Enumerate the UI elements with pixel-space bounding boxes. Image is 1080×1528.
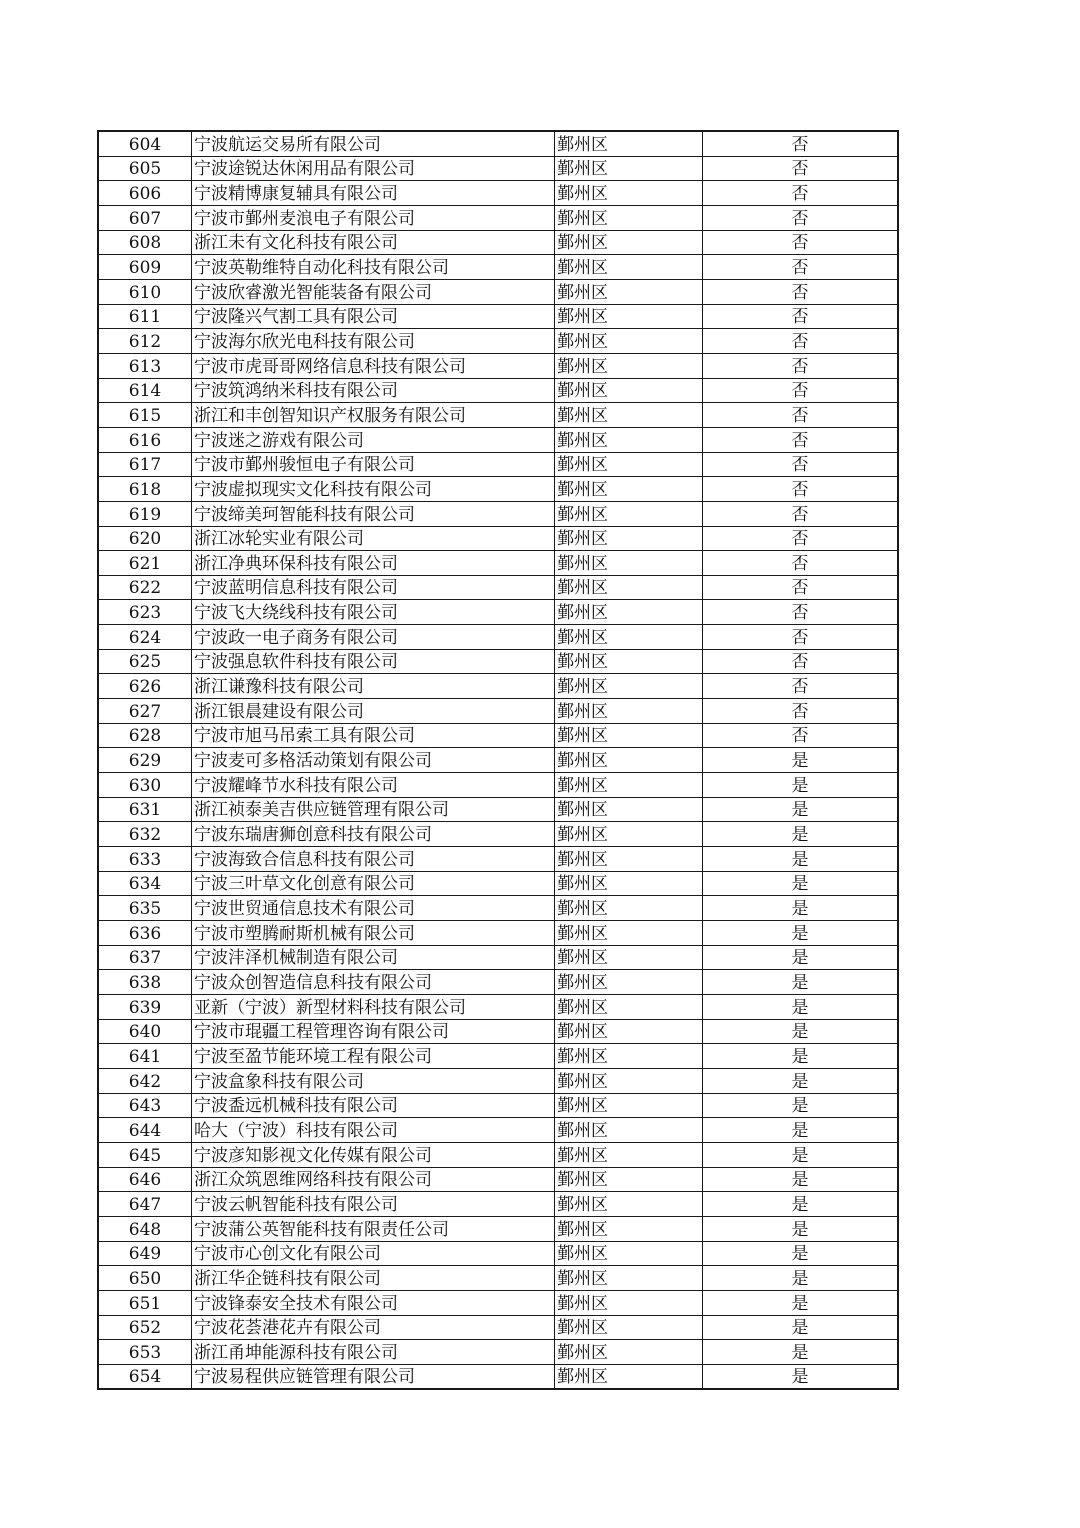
company-name-cell: 宁波迷之游戏有限公司 <box>192 427 555 452</box>
flag-cell: 是 <box>703 1290 899 1315</box>
row-number-cell: 641 <box>98 1044 192 1069</box>
flag-cell: 是 <box>703 970 899 995</box>
flag-cell: 否 <box>703 156 899 181</box>
company-name-cell: 宁波盉远机械科技有限公司 <box>192 1093 555 1118</box>
table-row <box>98 773 898 798</box>
row-number-cell: 608 <box>98 230 192 255</box>
table-row <box>98 131 898 156</box>
row-number-cell: 633 <box>98 847 192 872</box>
flag-cell: 否 <box>703 329 899 354</box>
flag-cell: 否 <box>703 403 899 428</box>
table-row <box>98 649 898 674</box>
table-row <box>98 378 898 403</box>
flag-cell: 否 <box>703 649 899 674</box>
flag-cell: 否 <box>703 353 899 378</box>
flag-cell: 是 <box>703 1068 899 1093</box>
company-name-cell: 宁波彦知影视文化传媒有限公司 <box>192 1142 555 1167</box>
district-cell: 鄞州区 <box>555 526 703 551</box>
district-cell: 鄞州区 <box>555 304 703 329</box>
district-cell: 鄞州区 <box>555 674 703 699</box>
company-name-cell: 宁波市琨疆工程管理咨询有限公司 <box>192 1019 555 1044</box>
table-row <box>98 452 898 477</box>
district-cell: 鄞州区 <box>555 1019 703 1044</box>
flag-cell: 是 <box>703 921 899 946</box>
company-name-cell: 宁波市塑腾耐斯机械有限公司 <box>192 921 555 946</box>
flag-cell: 是 <box>703 1340 899 1365</box>
company-name-cell: 宁波蓝明信息科技有限公司 <box>192 575 555 600</box>
flag-cell: 是 <box>703 871 899 896</box>
row-number-cell: 614 <box>98 378 192 403</box>
district-cell: 鄞州区 <box>555 1142 703 1167</box>
row-number-cell: 618 <box>98 477 192 502</box>
company-name-cell: 宁波云帆智能科技有限公司 <box>192 1192 555 1217</box>
row-number-cell: 648 <box>98 1216 192 1241</box>
table-row <box>98 1266 898 1291</box>
flag-cell: 是 <box>703 1266 899 1291</box>
row-number-cell: 606 <box>98 181 192 206</box>
row-number-cell: 640 <box>98 1019 192 1044</box>
district-cell: 鄞州区 <box>555 205 703 230</box>
flag-cell: 否 <box>703 452 899 477</box>
company-name-cell: 宁波三叶草文化创意有限公司 <box>192 871 555 896</box>
district-cell: 鄞州区 <box>555 181 703 206</box>
row-number-cell: 652 <box>98 1315 192 1340</box>
row-number-cell: 607 <box>98 205 192 230</box>
table-row <box>98 255 898 280</box>
row-number-cell: 619 <box>98 501 192 526</box>
row-number-cell: 604 <box>98 131 192 156</box>
company-name-cell: 宁波市心创文化有限公司 <box>192 1241 555 1266</box>
company-name-cell: 宁波欣睿激光智能装备有限公司 <box>192 279 555 304</box>
flag-cell: 是 <box>703 1315 899 1340</box>
flag-cell: 是 <box>703 1044 899 1069</box>
flag-cell: 是 <box>703 1216 899 1241</box>
company-name-cell: 浙江甬坤能源科技有限公司 <box>192 1340 555 1365</box>
table-row <box>98 1192 898 1217</box>
district-cell: 鄞州区 <box>555 1093 703 1118</box>
table-row <box>98 847 898 872</box>
flag-cell: 是 <box>703 1364 899 1389</box>
company-name-cell: 宁波锋泰安全技术有限公司 <box>192 1290 555 1315</box>
company-name-cell: 宁波耀峰节水科技有限公司 <box>192 773 555 798</box>
flag-cell: 否 <box>703 477 899 502</box>
flag-cell: 否 <box>703 699 899 724</box>
table-row <box>98 945 898 970</box>
company-name-cell: 宁波强息软件科技有限公司 <box>192 649 555 674</box>
company-name-cell: 浙江谦豫科技有限公司 <box>192 674 555 699</box>
row-number-cell: 613 <box>98 353 192 378</box>
flag-cell: 否 <box>703 600 899 625</box>
flag-cell: 否 <box>703 625 899 650</box>
district-cell: 鄞州区 <box>555 1364 703 1389</box>
flag-cell: 是 <box>703 847 899 872</box>
table-row <box>98 797 898 822</box>
flag-cell: 否 <box>703 255 899 280</box>
flag-cell: 是 <box>703 994 899 1019</box>
row-number-cell: 637 <box>98 945 192 970</box>
flag-cell: 是 <box>703 748 899 773</box>
district-cell: 鄞州区 <box>555 230 703 255</box>
flag-cell: 否 <box>703 674 899 699</box>
table-row <box>98 1019 898 1044</box>
table-row <box>98 748 898 773</box>
company-name-cell: 宁波航运交易所有限公司 <box>192 131 555 156</box>
company-name-cell: 宁波市虎哥哥网络信息科技有限公司 <box>192 353 555 378</box>
row-number-cell: 615 <box>98 403 192 428</box>
row-number-cell: 628 <box>98 723 192 748</box>
flag-cell: 是 <box>703 773 899 798</box>
table-row <box>98 674 898 699</box>
company-name-cell: 宁波盒象科技有限公司 <box>192 1068 555 1093</box>
table-row <box>98 871 898 896</box>
district-cell: 鄞州区 <box>555 748 703 773</box>
district-cell: 鄞州区 <box>555 921 703 946</box>
district-cell: 鄞州区 <box>555 1068 703 1093</box>
table-row <box>98 994 898 1019</box>
district-cell: 鄞州区 <box>555 625 703 650</box>
company-name-cell: 宁波至盈节能环境工程有限公司 <box>192 1044 555 1069</box>
row-number-cell: 625 <box>98 649 192 674</box>
district-cell: 鄞州区 <box>555 279 703 304</box>
table-row <box>98 156 898 181</box>
table-row <box>98 329 898 354</box>
table-row <box>98 822 898 847</box>
flag-cell: 是 <box>703 1118 899 1143</box>
table-row <box>98 1290 898 1315</box>
district-cell: 鄞州区 <box>555 1290 703 1315</box>
row-number-cell: 605 <box>98 156 192 181</box>
flag-cell: 否 <box>703 205 899 230</box>
row-number-cell: 632 <box>98 822 192 847</box>
district-cell: 鄞州区 <box>555 1340 703 1365</box>
table-row <box>98 403 898 428</box>
row-number-cell: 631 <box>98 797 192 822</box>
district-cell: 鄞州区 <box>555 1266 703 1291</box>
company-name-cell: 浙江华企链科技有限公司 <box>192 1266 555 1291</box>
flag-cell: 否 <box>703 427 899 452</box>
district-cell: 鄞州区 <box>555 1315 703 1340</box>
table-row <box>98 353 898 378</box>
company-name-cell: 宁波麦可多格活动策划有限公司 <box>192 748 555 773</box>
company-name-cell: 宁波蒲公英智能科技有限责任公司 <box>192 1216 555 1241</box>
company-name-cell: 宁波市鄞州麦浪电子有限公司 <box>192 205 555 230</box>
flag-cell: 是 <box>703 896 899 921</box>
flag-cell: 是 <box>703 945 899 970</box>
row-number-cell: 642 <box>98 1068 192 1093</box>
table-row <box>98 181 898 206</box>
row-number-cell: 646 <box>98 1167 192 1192</box>
table-row <box>98 304 898 329</box>
row-number-cell: 610 <box>98 279 192 304</box>
company-name-cell: 宁波政一电子商务有限公司 <box>192 625 555 650</box>
district-cell: 鄞州区 <box>555 1192 703 1217</box>
row-number-cell: 611 <box>98 304 192 329</box>
table-row <box>98 1241 898 1266</box>
district-cell: 鄞州区 <box>555 156 703 181</box>
company-name-cell: 宁波花荟港花卉有限公司 <box>192 1315 555 1340</box>
company-name-cell: 宁波精博康复辅具有限公司 <box>192 181 555 206</box>
district-cell: 鄞州区 <box>555 329 703 354</box>
district-cell: 鄞州区 <box>555 427 703 452</box>
district-cell: 鄞州区 <box>555 551 703 576</box>
district-cell: 鄞州区 <box>555 1167 703 1192</box>
row-number-cell: 630 <box>98 773 192 798</box>
district-cell: 鄞州区 <box>555 797 703 822</box>
flag-cell: 否 <box>703 230 899 255</box>
company-name-cell: 宁波海尔欣光电科技有限公司 <box>192 329 555 354</box>
flag-cell: 是 <box>703 797 899 822</box>
row-number-cell: 647 <box>98 1192 192 1217</box>
row-number-cell: 612 <box>98 329 192 354</box>
row-number-cell: 635 <box>98 896 192 921</box>
table-row <box>98 970 898 995</box>
flag-cell: 是 <box>703 822 899 847</box>
table-row <box>98 921 898 946</box>
district-cell: 鄞州区 <box>555 403 703 428</box>
flag-cell: 否 <box>703 378 899 403</box>
district-cell: 鄞州区 <box>555 353 703 378</box>
row-number-cell: 616 <box>98 427 192 452</box>
flag-cell: 是 <box>703 1192 899 1217</box>
table-row <box>98 575 898 600</box>
flag-cell: 是 <box>703 1142 899 1167</box>
district-cell: 鄞州区 <box>555 1216 703 1241</box>
company-name-cell: 宁波英勒维特自动化科技有限公司 <box>192 255 555 280</box>
company-name-cell: 宁波飞大绕线科技有限公司 <box>192 600 555 625</box>
district-cell: 鄞州区 <box>555 575 703 600</box>
district-cell: 鄞州区 <box>555 649 703 674</box>
company-name-cell: 宁波筑鸿纳米科技有限公司 <box>192 378 555 403</box>
table-row <box>98 1118 898 1143</box>
table-row <box>98 625 898 650</box>
row-number-cell: 620 <box>98 526 192 551</box>
flag-cell: 否 <box>703 526 899 551</box>
company-name-cell: 宁波虚拟现实文化科技有限公司 <box>192 477 555 502</box>
district-cell: 鄞州区 <box>555 699 703 724</box>
company-name-cell: 宁波沣泽机械制造有限公司 <box>192 945 555 970</box>
flag-cell: 否 <box>703 279 899 304</box>
district-cell: 鄞州区 <box>555 600 703 625</box>
district-cell: 鄞州区 <box>555 970 703 995</box>
company-name-cell: 宁波世贸通信息技术有限公司 <box>192 896 555 921</box>
district-cell: 鄞州区 <box>555 1241 703 1266</box>
district-cell: 鄞州区 <box>555 847 703 872</box>
table-row <box>98 1364 898 1389</box>
row-number-cell: 649 <box>98 1241 192 1266</box>
company-name-cell: 哈大（宁波）科技有限公司 <box>192 1118 555 1143</box>
flag-cell: 否 <box>703 131 899 156</box>
company-name-cell: 浙江冰轮实业有限公司 <box>192 526 555 551</box>
company-name-cell: 宁波众创智造信息科技有限公司 <box>192 970 555 995</box>
table-row <box>98 896 898 921</box>
company-name-cell: 浙江祯泰美吉供应链管理有限公司 <box>192 797 555 822</box>
district-cell: 鄞州区 <box>555 477 703 502</box>
district-cell: 鄞州区 <box>555 131 703 156</box>
flag-cell: 否 <box>703 304 899 329</box>
row-number-cell: 622 <box>98 575 192 600</box>
flag-cell: 否 <box>703 501 899 526</box>
row-number-cell: 629 <box>98 748 192 773</box>
district-cell: 鄞州区 <box>555 773 703 798</box>
table-row <box>98 1216 898 1241</box>
table-row <box>98 279 898 304</box>
company-name-cell: 浙江银晨建设有限公司 <box>192 699 555 724</box>
flag-cell: 否 <box>703 723 899 748</box>
flag-cell: 是 <box>703 1241 899 1266</box>
flag-cell: 否 <box>703 181 899 206</box>
row-number-cell: 634 <box>98 871 192 896</box>
district-cell: 鄞州区 <box>555 723 703 748</box>
row-number-cell: 609 <box>98 255 192 280</box>
row-number-cell: 651 <box>98 1290 192 1315</box>
company-name-cell: 宁波东瑞唐狮创意科技有限公司 <box>192 822 555 847</box>
table-row <box>98 427 898 452</box>
row-number-cell: 638 <box>98 970 192 995</box>
row-number-cell: 654 <box>98 1364 192 1389</box>
table-row <box>98 205 898 230</box>
flag-cell: 是 <box>703 1019 899 1044</box>
company-name-cell: 宁波市旭马吊索工具有限公司 <box>192 723 555 748</box>
company-name-cell: 宁波易程供应链管理有限公司 <box>192 1364 555 1389</box>
table-row <box>98 551 898 576</box>
company-name-cell: 宁波海致合信息科技有限公司 <box>192 847 555 872</box>
district-cell: 鄞州区 <box>555 871 703 896</box>
company-name-cell: 宁波隆兴气割工具有限公司 <box>192 304 555 329</box>
district-cell: 鄞州区 <box>555 255 703 280</box>
company-name-cell: 浙江未有文化科技有限公司 <box>192 230 555 255</box>
row-number-cell: 650 <box>98 1266 192 1291</box>
district-cell: 鄞州区 <box>555 1118 703 1143</box>
row-number-cell: 643 <box>98 1093 192 1118</box>
table-row <box>98 1044 898 1069</box>
district-cell: 鄞州区 <box>555 945 703 970</box>
company-list-table <box>97 130 899 1390</box>
table-row <box>98 699 898 724</box>
company-name-cell: 宁波缔美珂智能科技有限公司 <box>192 501 555 526</box>
district-cell: 鄞州区 <box>555 501 703 526</box>
table-row <box>98 723 898 748</box>
district-cell: 鄞州区 <box>555 994 703 1019</box>
flag-cell: 否 <box>703 575 899 600</box>
company-name-cell: 浙江净典环保科技有限公司 <box>192 551 555 576</box>
row-number-cell: 621 <box>98 551 192 576</box>
table-row <box>98 1093 898 1118</box>
row-number-cell: 617 <box>98 452 192 477</box>
district-cell: 鄞州区 <box>555 822 703 847</box>
row-number-cell: 624 <box>98 625 192 650</box>
row-number-cell: 623 <box>98 600 192 625</box>
district-cell: 鄞州区 <box>555 378 703 403</box>
flag-cell: 否 <box>703 551 899 576</box>
table-row <box>98 1142 898 1167</box>
row-number-cell: 644 <box>98 1118 192 1143</box>
company-name-cell: 亚新（宁波）新型材料科技有限公司 <box>192 994 555 1019</box>
table-row <box>98 1315 898 1340</box>
flag-cell: 是 <box>703 1167 899 1192</box>
table-body <box>98 131 898 1389</box>
row-number-cell: 636 <box>98 921 192 946</box>
company-name-cell: 浙江众筑恩维网络科技有限公司 <box>192 1167 555 1192</box>
flag-cell: 是 <box>703 1093 899 1118</box>
district-cell: 鄞州区 <box>555 452 703 477</box>
company-name-cell: 浙江和丰创智知识产权服务有限公司 <box>192 403 555 428</box>
table-row <box>98 600 898 625</box>
table-row <box>98 1167 898 1192</box>
table-row <box>98 1068 898 1093</box>
table-row <box>98 230 898 255</box>
row-number-cell: 645 <box>98 1142 192 1167</box>
table-row <box>98 526 898 551</box>
table-row <box>98 501 898 526</box>
row-number-cell: 639 <box>98 994 192 1019</box>
company-name-cell: 宁波途锐达休闲用品有限公司 <box>192 156 555 181</box>
company-name-cell: 宁波市鄞州骏恒电子有限公司 <box>192 452 555 477</box>
table-row <box>98 1340 898 1365</box>
row-number-cell: 626 <box>98 674 192 699</box>
row-number-cell: 653 <box>98 1340 192 1365</box>
district-cell: 鄞州区 <box>555 896 703 921</box>
district-cell: 鄞州区 <box>555 1044 703 1069</box>
row-number-cell: 627 <box>98 699 192 724</box>
table-row <box>98 477 898 502</box>
